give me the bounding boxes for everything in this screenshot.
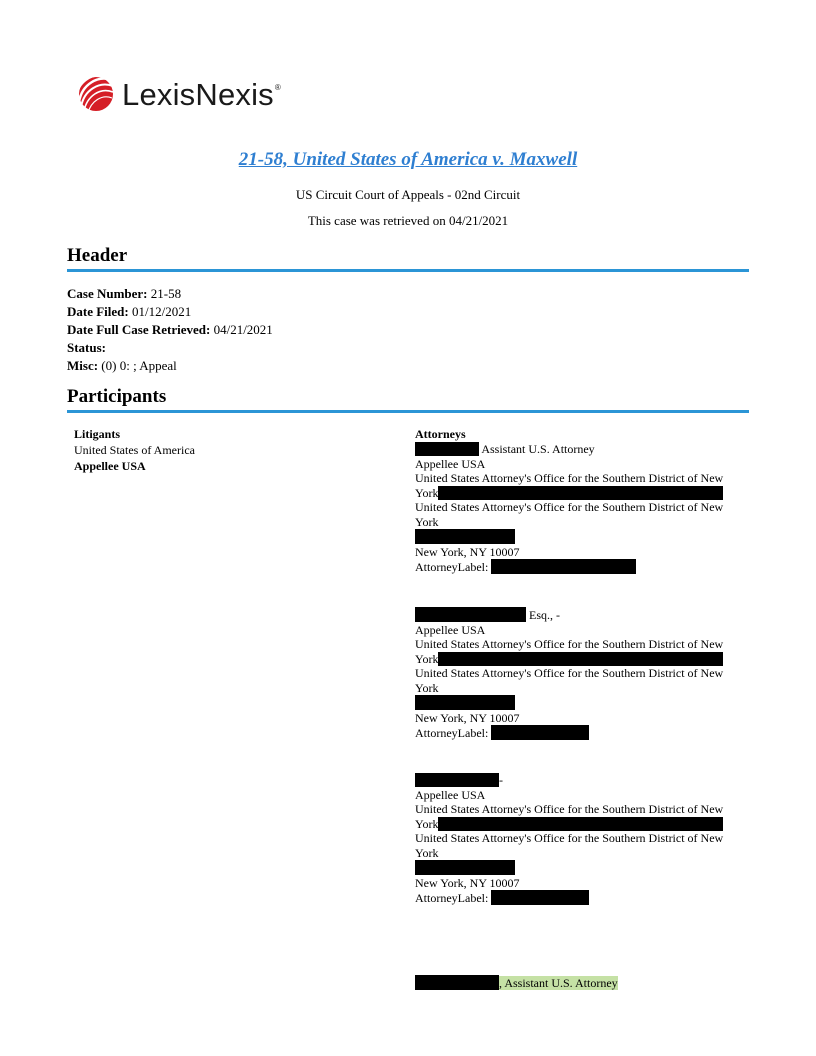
- redaction-bar: [415, 607, 526, 622]
- redaction-bar: [491, 890, 589, 905]
- redaction-bar: [415, 529, 515, 544]
- redaction-bar: [438, 652, 723, 666]
- attorney-entry: Assistant U.S. Attorney Appellee USA United States Attorney's Office for the Southern District of New York United States Attorney's Office for the Southern District of New York New York, NY 10007 AttorneyLabel:: [415, 442, 724, 574]
- section-heading-participants: Participants: [67, 386, 749, 413]
- field-case-number: Case Number: 21-58: [67, 286, 182, 301]
- redaction-bar: [438, 817, 723, 831]
- section-heading-header: Header: [67, 245, 749, 272]
- attorney-entry: - Appellee USA United States Attorney's Office for the Southern District of New York United States Attorney's Office for the Southern District of New York New York, NY 10007 AttorneyLabel:: [415, 773, 724, 905]
- attorney-entry: Esq., - Appellee USA United States Attorney's Office for the Southern District of New York United States Attorney's Office for the Southern District of New York New York, NY 10007 AttorneyLabel:: [415, 608, 724, 740]
- court-name: US Circuit Court of Appeals - 02nd Circuit: [295, 187, 521, 202]
- retrieved-date: This case was retrieved on 04/21/2021: [307, 213, 509, 228]
- litigant-party: United States of America: [74, 443, 195, 457]
- field-date-filed: Date Filed: 01/12/2021: [67, 304, 192, 319]
- redaction-bar: [415, 442, 479, 456]
- field-date-retrieved: Date Full Case Retrieved: 04/21/2021: [67, 322, 273, 337]
- redaction-bar: [491, 559, 636, 574]
- redaction-bar: [415, 695, 515, 710]
- highlighted-text: , Assistant U.S. Attorney: [499, 976, 618, 990]
- redaction-bar: [415, 860, 515, 875]
- attorneys-heading: Attorneys: [415, 427, 466, 441]
- logo-wordmark: LexisNexis®: [122, 77, 281, 112]
- redaction-bar: [415, 773, 499, 787]
- redaction-bar: [415, 975, 499, 990]
- case-title-link[interactable]: 21-58, United States of America v. Maxwell: [238, 149, 578, 170]
- attorneys-column: [415, 426, 727, 990]
- redaction-bar: [438, 486, 723, 500]
- lexisnexis-logo-icon: [72, 72, 116, 116]
- litigants-column: [74, 426, 394, 474]
- lexisnexis-logo: [72, 72, 281, 116]
- attorney-entry: [415, 975, 727, 991]
- field-status: Status:: [67, 340, 107, 355]
- redaction-bar: [491, 725, 589, 740]
- field-misc: Misc: (0) 0: ; Appeal: [67, 358, 177, 373]
- litigant-role: Appellee USA: [74, 459, 146, 473]
- litigants-heading: Litigants: [74, 427, 121, 441]
